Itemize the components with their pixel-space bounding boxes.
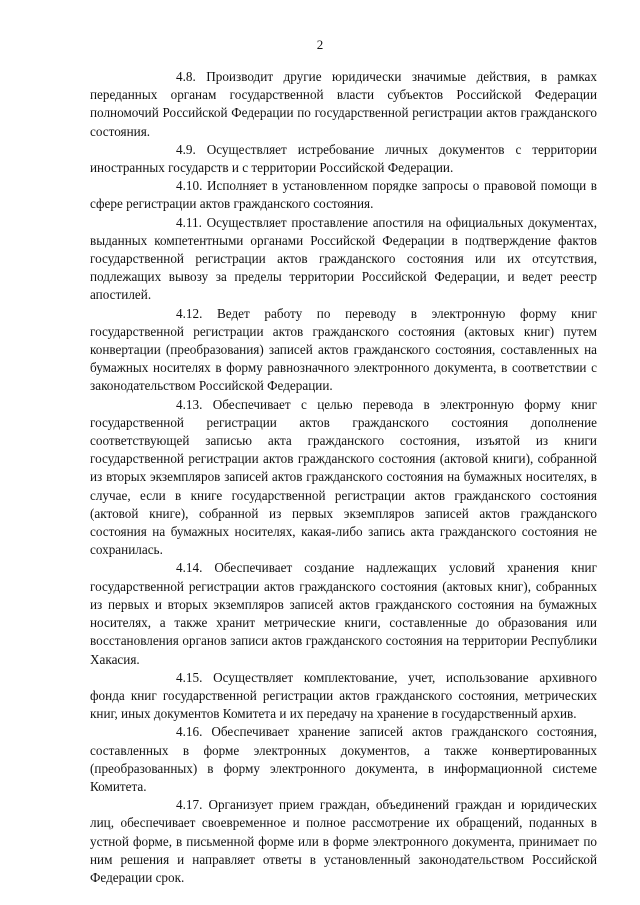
paragraph-4-10 [90, 177, 597, 213]
paragraph-number: 4.15. [176, 669, 203, 685]
paragraph-4-8 [90, 68, 597, 141]
paragraph-text: Осуществляет комплектование, учет, использование архивного фонда книг государственной регистрации актов гражданского состояния, метрических книг, иных документов Комитета и их передачу на хранение в государственный архив. [90, 669, 597, 722]
paragraph-4-12 [90, 305, 597, 396]
document-body [90, 68, 597, 887]
paragraph-text: Обеспечивает с целью перевода в электронную форму книг государственной регистрации актов гражданского состояния дополнение соответствующей записью акта гражданского состояния, изъятой из книги государственной регистрации актов гражданского состояния (актовой книги), собранной из вторых экземпляров записей актов гражданского состояния на бумажных носителях, в случае, если в книге государственной регистрации актов гражданского состояния (актовой книге), собранной из первых экземпляров записей актов гражданского состояния на бумажных носителях, какая-либо запись акта гражданского состояния не сохранилась. [90, 396, 597, 558]
paragraph-4-11 [90, 214, 597, 305]
paragraph-text: Обеспечивает создание надлежащих условий хранения книг государственной регистрации актов гражданского состояния (актовых книг), собранных из первых и вторых экземпляров записей актов гражданского состояния на бумажных носителях, а также хранит метрические книги, составленные до образования или восстановления органов записи актов гражданского состояния на территории Республики Хакасия. [90, 560, 598, 667]
page-number: 2 [316, 37, 324, 52]
paragraph-number: 4.8. [176, 69, 196, 84]
paragraph-4-13 [90, 396, 597, 560]
paragraph-text: Осуществляет истребование личных документов с территории иностранных государств и с территории Российской Федерации. [90, 141, 597, 176]
paragraph-text: Организует прием граждан, объединений граждан и юридических лиц, обеспечивает своевременное и полное рассмотрение их обращений, поданных в устной форме, в письменной форме или в форме электронного документа, принимает по ним решения и направляет ответы в установленный законодательством Российской Федерации срок. [90, 797, 598, 885]
paragraph-number: 4.16. [176, 724, 203, 740]
paragraph-number: 4.17. [176, 797, 203, 813]
paragraph-4-15 [90, 669, 597, 724]
paragraph-4-9 [90, 141, 597, 177]
paragraph-number: 4.12. [176, 305, 203, 321]
paragraph-number: 4.10. [176, 178, 203, 194]
paragraph-4-16 [90, 723, 597, 796]
paragraph-number: 4.11. [176, 214, 202, 230]
paragraph-text: Исполняет в установленном порядке запросы о правовой помощи в сфере регистрации актов гражданского состояния. [90, 178, 598, 212]
paragraph-number: 4.9. [176, 141, 196, 157]
paragraph-text: Производит другие юридически значимые действия, в рамках переданных органам государственной власти субъектов Российской Федерации полномочий Российской Федерации по государственной регистрации актов гражданского состояния. [90, 69, 598, 139]
paragraph-text: Обеспечивает хранение записей актов гражданского состояния, составленных в форме электронных документов, а также конвертированных (преобразованных) в форму электронного документа, в информационной системе Комитета. [90, 724, 598, 794]
paragraph-text: Осуществляет проставление апостиля на официальных документах, выданных компетентными органами Российской Федерации в подтверждение фактов государственной регистрации актов гражданского состояния или их отсутствия, подлежащих вывозу за пределы территории Российской Федерации, и ведет реестр апостилей. [90, 214, 598, 303]
paragraph-4-14 [90, 559, 597, 668]
paragraph-number: 4.13. [176, 396, 203, 412]
paragraph-number: 4.14. [176, 560, 203, 576]
paragraph-text: Ведет работу по переводу в электронную форму книг государственной регистрации актов гражданского состояния (актовых книг) путем конвертации (преобразования) записей актов гражданского состояния, составленных на бумажных носителях в форму равнозначного электронного документа, в соответствии с законодательством Российской Федерации. [90, 305, 597, 394]
paragraph-4-17 [90, 796, 597, 887]
